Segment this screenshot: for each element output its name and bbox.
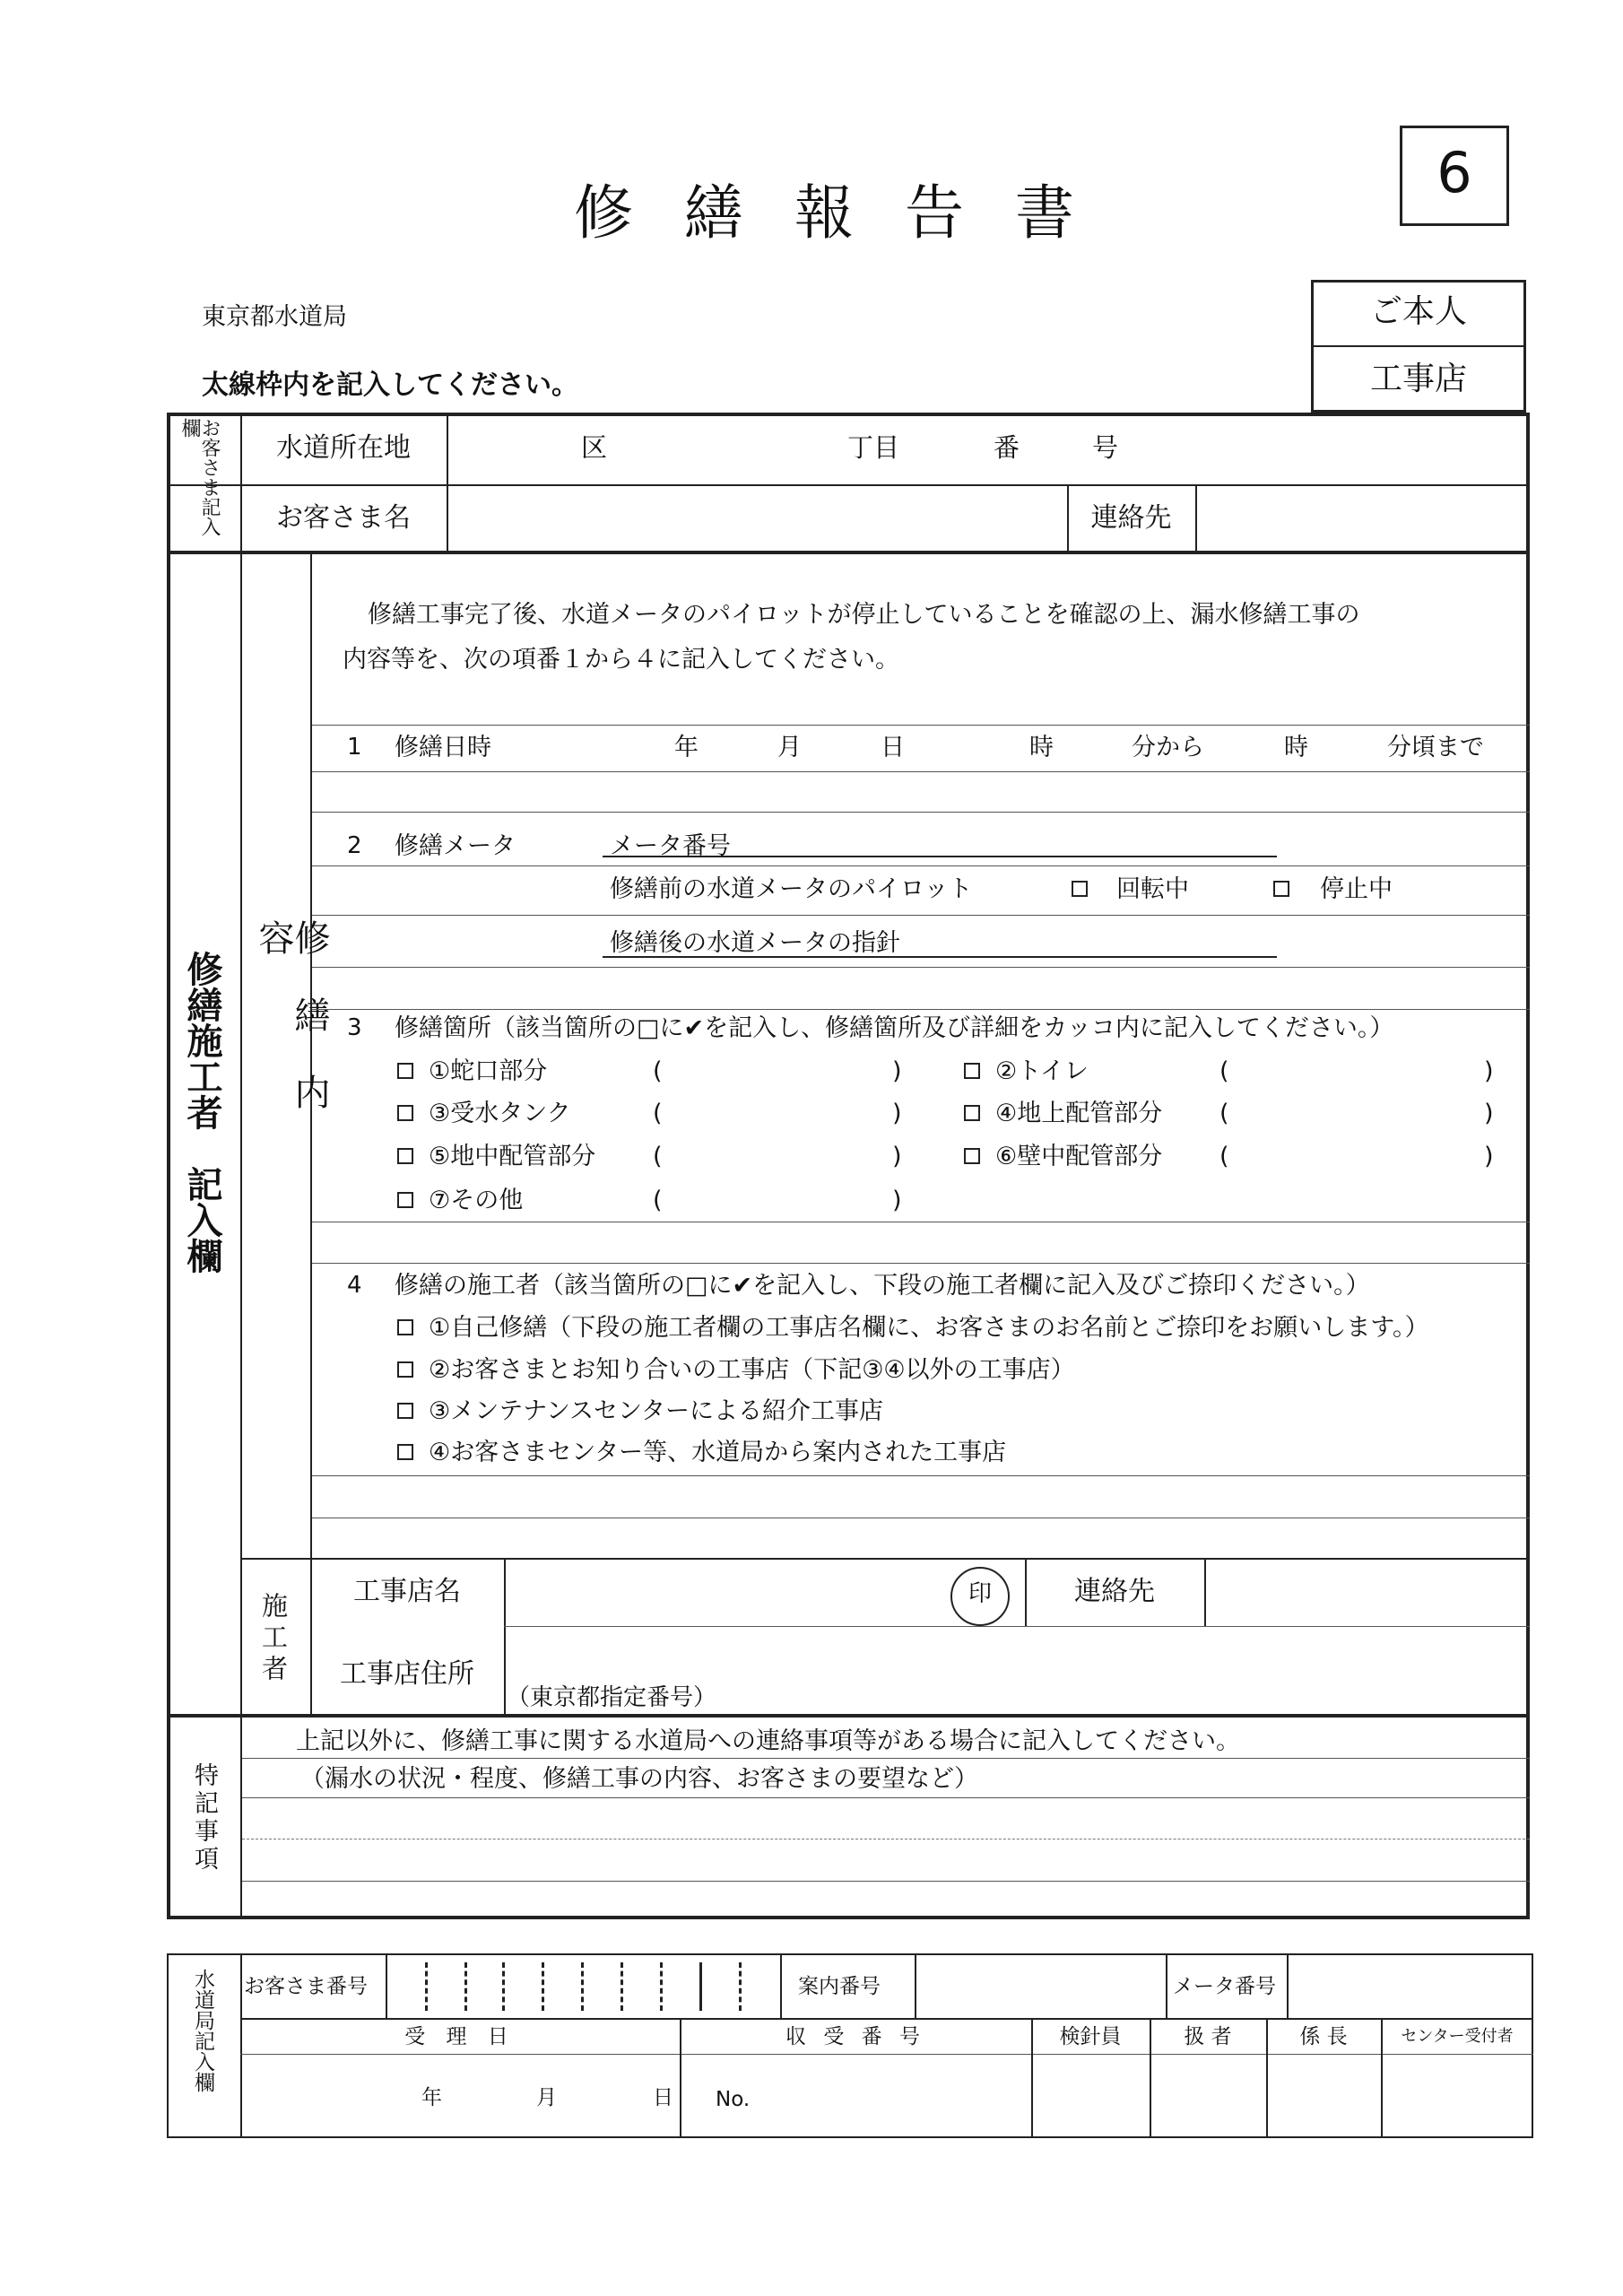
item1-number: 1: [347, 734, 362, 761]
paren-close: ): [1484, 1143, 1494, 1170]
item4-checkbox-1[interactable]: [397, 1319, 413, 1335]
handler-label: 扱 者: [1184, 2025, 1232, 2048]
received-date-label: 受 理 日: [404, 2025, 516, 2048]
paren-open: (: [653, 1057, 663, 1085]
item3-checkbox-7[interactable]: [397, 1192, 413, 1208]
rule-line: [312, 725, 1530, 726]
divider: [915, 1953, 916, 2018]
bureau-day: 日: [653, 2086, 673, 2109]
digit-separator: [581, 1962, 584, 2011]
rule-line: [312, 915, 1530, 916]
bureau-year: 年: [421, 2086, 442, 2109]
paren-open: (: [1219, 1143, 1229, 1170]
item4-checkbox-2[interactable]: [397, 1361, 413, 1378]
digit-separator: [464, 1962, 467, 2011]
intro-line-2: 内容等を、次の項番１から４に記入してください。: [343, 646, 899, 674]
remarks-line-1: 上記以外に、修繕工事に関する水道局への連絡事項等がある場合に記入してください。: [296, 1727, 1240, 1755]
paren-close: ): [892, 1187, 902, 1214]
item3-checkbox-2[interactable]: [964, 1063, 980, 1079]
rule-line: [312, 812, 1530, 813]
reading-underline: [603, 956, 1277, 958]
contractor-section-label: 修繕施工者 記入欄: [181, 951, 222, 1274]
divider: [240, 413, 242, 1919]
stopped-checkbox[interactable]: [1273, 881, 1289, 897]
divider: [447, 413, 448, 551]
paren-close: ): [1484, 1100, 1494, 1127]
customer-name-label: お客さま名: [276, 502, 411, 534]
rule-line: [242, 1797, 1530, 1798]
divider: [386, 1953, 387, 2018]
inspector-label: 検針員: [1059, 2025, 1122, 2048]
item4-checkbox-4[interactable]: [397, 1444, 413, 1460]
bureau-month: 月: [536, 2086, 557, 2109]
digit-separator: [542, 1962, 544, 2011]
stopped-label: 停止中: [1320, 875, 1393, 903]
item3-checkbox-4[interactable]: [964, 1105, 980, 1121]
meter-number-label: メータ番号: [1173, 1975, 1276, 1998]
item3-option-1: ①蛇口部分: [429, 1057, 548, 1085]
go-label: 号: [1092, 432, 1119, 463]
digit-separator: [699, 1962, 702, 2011]
rule-line: [312, 1475, 1530, 1476]
designation-label: （東京都指定番号）: [507, 1684, 717, 1711]
org-name: 東京都水道局: [202, 303, 347, 331]
content-label: 修繕内容: [253, 919, 330, 1151]
divider: [240, 2018, 1533, 2020]
hour-label: 時: [1029, 734, 1054, 761]
chome-label: 丁目: [847, 432, 900, 463]
rule-line: [312, 865, 1530, 866]
guide-number-label: 案内番号: [798, 1975, 881, 1998]
divider: [1287, 1953, 1289, 2018]
meter-number-underline: [603, 856, 1277, 857]
intro-line-1: 修繕工事完了後、水道メータのパイロットが停止していることを確認の上、漏水修繕工事の: [368, 601, 1360, 629]
divider: [167, 484, 1530, 486]
divider: [240, 1558, 1530, 1560]
divider: [1204, 1558, 1206, 1626]
rule-line: [312, 967, 1530, 968]
item3-option-2: ②トイレ: [995, 1057, 1089, 1085]
paren-close: ): [1484, 1057, 1494, 1085]
item4-option-3: ③メンテナンスセンターによる紹介工事店: [429, 1397, 883, 1425]
paren-open: (: [1219, 1057, 1229, 1085]
item4-label: 修繕の施工者（該当箇所の□に✔を記入し、下段の施工者欄に記入及びご捺印ください。）: [395, 1272, 1370, 1300]
item2-number: 2: [347, 832, 362, 859]
item3-option-5: ⑤地中配管部分: [429, 1143, 596, 1170]
customer-contact-label: 連絡先: [1090, 502, 1172, 534]
remarks-line-2: （漏水の状況・程度、修繕工事の内容、お客さまの要望など）: [300, 1765, 978, 1793]
receipt-number-label: 収 受 番 号: [785, 2025, 925, 2048]
builder-contact-label: 連絡先: [1074, 1576, 1155, 1607]
page-number: 6: [1436, 140, 1472, 205]
paren-open: (: [653, 1100, 663, 1127]
customer-number-label: お客さま番号: [244, 1975, 368, 1998]
item4-option-2: ②お客さまとお知り合いの工事店（下記③④以外の工事店）: [429, 1356, 1075, 1384]
digit-separator: [739, 1962, 742, 2011]
ban-label: 番: [994, 432, 1020, 463]
bureau-no: No.: [716, 2088, 751, 2111]
item3-checkbox-5[interactable]: [397, 1148, 413, 1164]
page-title: 修 繕 報 告 書: [574, 178, 1090, 248]
divider: [240, 2054, 1533, 2055]
divider: [780, 1953, 782, 2018]
month-label: 月: [777, 734, 802, 761]
item4-option-4: ④お客さまセンター等、水道局から案内された工事店: [429, 1439, 1007, 1466]
paren-close: ): [892, 1143, 902, 1170]
rule-line: [242, 1881, 1530, 1882]
item3-option-3: ③受水タンク: [429, 1100, 571, 1127]
pilot-before-label: 修繕前の水道メータのパイロット: [610, 875, 973, 903]
rotating-label: 回転中: [1116, 875, 1189, 903]
item1-label: 修繕日時: [395, 734, 491, 761]
paren-close: ): [892, 1100, 902, 1127]
paren-open: (: [653, 1187, 663, 1214]
ku-label: 区: [581, 432, 608, 463]
digit-separator: [660, 1962, 663, 2011]
divider: [504, 1626, 1530, 1627]
customer-section-label: お客さま記入欄: [178, 418, 221, 536]
from-label: 分から: [1132, 734, 1204, 761]
copy-label-customer: ご本人: [1369, 293, 1467, 330]
digit-separator: [621, 1962, 623, 2011]
center-label: センター受付者: [1401, 2027, 1514, 2046]
rotating-checkbox[interactable]: [1072, 881, 1088, 897]
digit-separator: [502, 1962, 505, 2011]
divider: [504, 1558, 506, 1714]
item4-number: 4: [347, 1272, 362, 1299]
divider: [1195, 484, 1197, 551]
bureau-label: 水道局記入欄: [191, 1969, 214, 2092]
rule-line: [312, 771, 1530, 772]
until-label: 分頃まで: [1387, 734, 1484, 761]
divider: [1166, 1953, 1167, 2018]
item3-option-6: ⑥壁中配管部分: [995, 1143, 1163, 1170]
rule-line: [312, 1263, 1530, 1264]
item3-number: 3: [347, 1014, 362, 1041]
digit-separator: [425, 1962, 428, 2011]
hour2-label: 時: [1284, 734, 1308, 761]
item3-label: 修繕箇所（該当箇所の□に✔を記入し、修繕箇所及び詳細をカッコ内に記入してください。）: [395, 1014, 1394, 1042]
item2-label: 修繕メータ: [395, 832, 516, 860]
instruction-text: 太線枠内を記入してください。: [202, 370, 578, 401]
rule-line: [312, 1009, 1530, 1010]
shop-address-label: 工事店住所: [340, 1658, 474, 1690]
item3-option-7: ⑦その他: [429, 1187, 524, 1214]
item3-option-4: ④地上配管部分: [995, 1100, 1163, 1127]
item4-checkbox-3[interactable]: [397, 1403, 413, 1419]
divider: [1311, 345, 1526, 347]
builder-label: 施工者: [258, 1592, 289, 1686]
item4-option-1: ①自己修繕（下段の施工者欄の工事店名欄に、お客さまのお名前とご捺印をお願いします。）: [429, 1314, 1429, 1342]
divider: [167, 551, 1530, 554]
rule-line: [242, 1758, 1530, 1759]
chief-label: 係 長: [1299, 2025, 1348, 2048]
seal-label: 印: [968, 1580, 992, 1607]
paren-open: (: [653, 1143, 663, 1170]
item3-checkbox-1[interactable]: [397, 1063, 413, 1079]
paren-open: (: [1219, 1100, 1229, 1127]
item3-checkbox-3[interactable]: [397, 1105, 413, 1121]
year-label: 年: [674, 734, 699, 761]
remarks-label: 特記事項: [190, 1762, 218, 1874]
day-label: 日: [881, 734, 905, 761]
item3-checkbox-6[interactable]: [964, 1148, 980, 1164]
reading-after-label: 修繕後の水道メータの指針: [610, 929, 900, 957]
main-frame: [167, 413, 1530, 1919]
divider: [167, 1714, 1530, 1718]
paren-close: ): [892, 1057, 902, 1085]
meter-number-label: メータ番号: [610, 832, 731, 860]
shop-name-label: 工事店名: [353, 1576, 461, 1607]
copy-label-contractor: 工事店: [1369, 361, 1467, 397]
address-label: 水道所在地: [276, 432, 411, 464]
